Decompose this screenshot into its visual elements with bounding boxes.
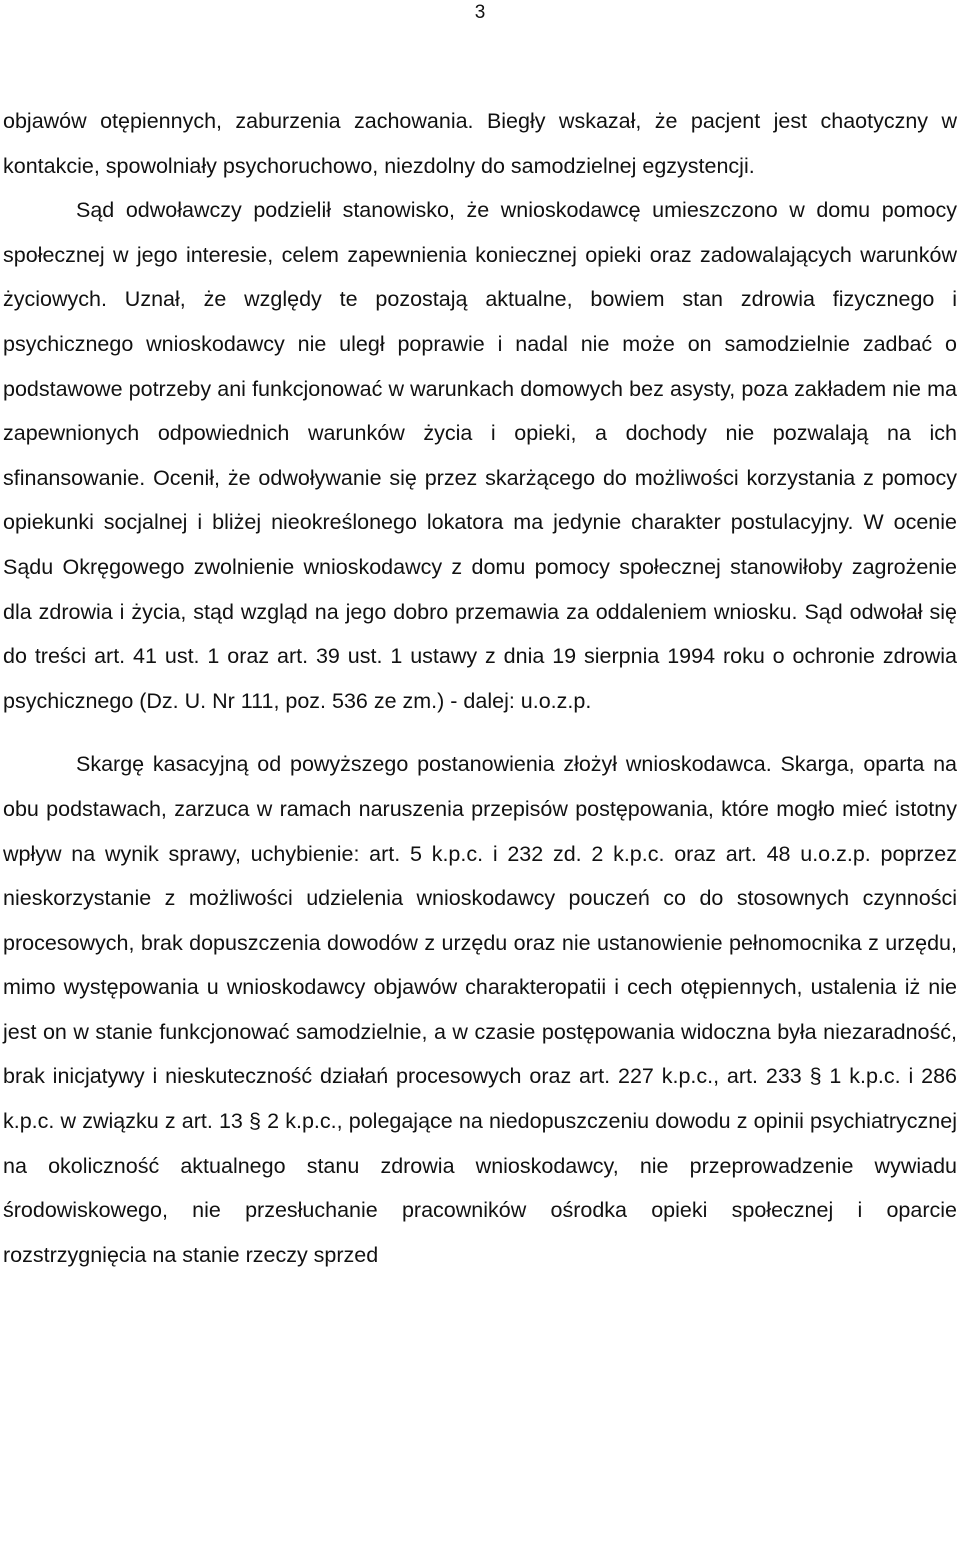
document-body — [3, 99, 957, 1277]
paragraph-cassation-complaint: Skargę kasacyjną od powyższego postanowienia złożył wnioskodawca. Skarga, oparta na obu podstawach, zarzuca w ramach naruszenia przepisów postępowania, które mogło mieć istotny wpływ na wynik sprawy, uchybienie: art. 5 k.p.c. i 232 zd. 2 k.p.c. oraz art. 48 u.o.z.p. poprzez nieskorzystanie z możliwości udzielenia wnioskodawcy pouczeń co do stosownych czynności procesowych, brak dopuszczenia dowodów z urzędu oraz nie ustanowienie pełnomocnika z urzędu, mimo występowania u wnioskodawcy objawów charakteropatii i cech otępiennych, ustalenia iż nie jest on w stanie funkcjonować samodzielnie, a w czasie postępowania widoczna była niezaradność, brak inicjatywy i nieskuteczność działań procesowych oraz art. 227 k.p.c., art. 233 § 1 k.p.c. i 286 k.p.c. w związku z art. 13 § 2 k.p.c., polegające na niedopuszczeniu dowodu z opinii psychiatrycznej na okoliczność aktualnego stanu zdrowia wnioskodawcy, nie przeprowadzenie wywiadu środowiskowego, nie przesłuchanie pracowników ośrodka opieki społecznej i oparcie rozstrzygnięcia na stanie rzeczy sprzed — [3, 752, 957, 1267]
page-number: 3 — [474, 2, 486, 23]
paragraph-expert-opinion: objawów otępiennych, zaburzenia zachowania. Biegły wskazał, że pacjent jest chaotyczny w kontakcie, spowolniały psychoruchowo, niezdolny do samodzielnej egzystencji. — [3, 109, 957, 178]
paragraph-appellate-court-reasoning: Sąd odwoławczy podzielił stanowisko, że wnioskodawcę umieszczono w domu pomocy społecznej w jego interesie, celem zapewnienia koniecznej opieki oraz zadowalających warunków życiowych. Uznał, że względy te pozostają aktualne, bowiem stan zdrowia fizycznego i psychicznego wnioskodawcy nie uległ poprawie i nadal nie może on samodzielnie zadbać o podstawowe potrzeby ani funkcjonować w warunkach domowych bez asysty, poza zakładem nie ma zapewnionych odpowiednich warunków życia i opieki, a dochody nie pozwalają na ich sfinansowanie. Ocenił, że odwoływanie się przez skarżącego do możliwości korzystania z pomocy opiekunki socjalnej i bliżej nieokreślonego lokatora ma jedynie charakter postulacyjny. W ocenie Sądu Okręgowego zwolnienie wnioskodawcy z domu pomocy społecznej stanowiłoby zagrożenie dla zdrowia i życia, stąd wzgląd na jego dobro przemawia za oddaleniem wniosku. Sąd odwołał się do treści art. 41 ust. 1 oraz art. 39 ust. 1 ustawy z dnia 19 sierpnia 1994 roku o ochronie zdrowia psychicznego (Dz. U. Nr 111, poz. 536 ze zm.) - dalej: u.o.z.p. — [3, 198, 957, 713]
